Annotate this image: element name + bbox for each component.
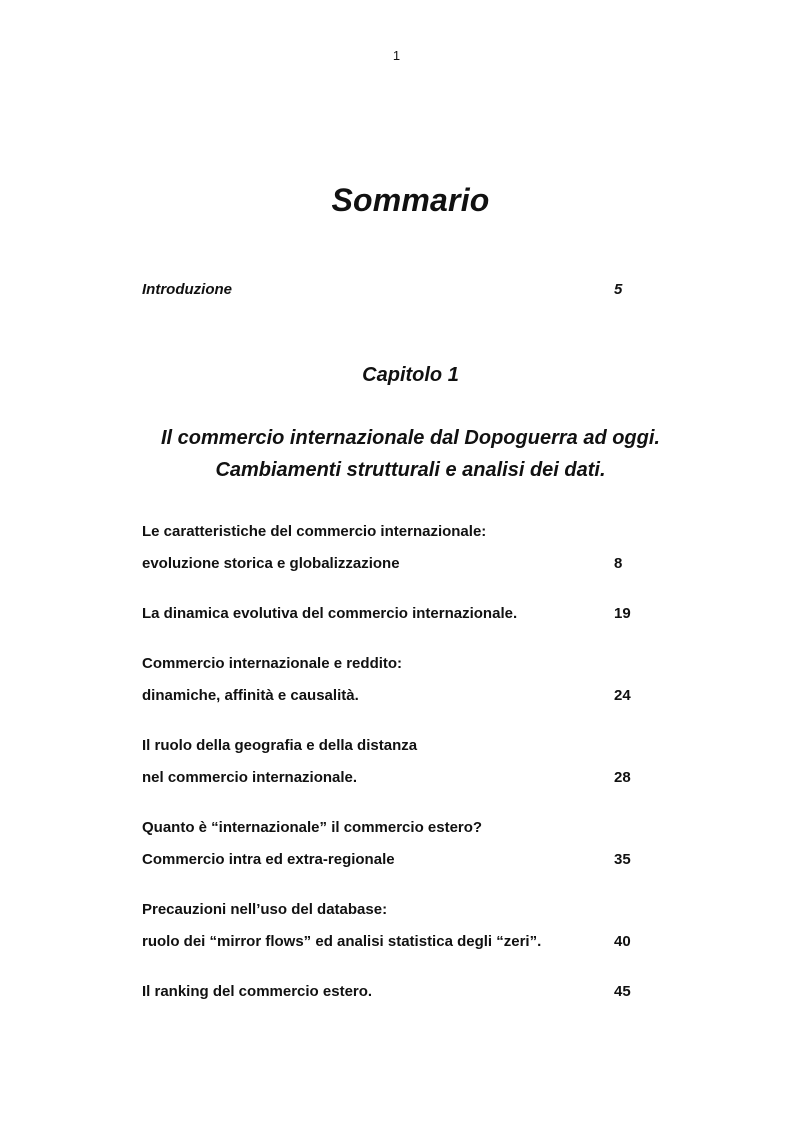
toc-entry-text: Precauzioni nell’uso del database: — [142, 901, 388, 918]
toc-entry — [142, 812, 642, 876]
chapter-title-line: Il commercio internazionale dal Dopoguerra ad oggi. — [161, 427, 660, 449]
toc-entry-text: Quanto è “internazionale” il commercio estero? — [142, 819, 483, 836]
toc-entry-page: 5 — [614, 281, 623, 298]
page-title: Sommario — [331, 182, 490, 218]
toc-entry-text: Il ranking del commercio estero. — [142, 983, 373, 1000]
toc-entry-page: 19 — [614, 605, 631, 622]
toc-entry-label: Introduzione — [142, 281, 232, 298]
toc-entry — [142, 598, 642, 630]
toc-entry-page: 35 — [614, 851, 631, 868]
toc-entry-page: 8 — [614, 555, 623, 572]
toc-entry-text: nel commercio internazionale. — [142, 769, 358, 786]
toc-entry — [142, 516, 642, 580]
toc-entry — [142, 894, 642, 958]
toc-entry-text: La dinamica evolutiva del commercio internazionale. — [142, 605, 518, 622]
toc-entry-page: 24 — [614, 687, 631, 704]
toc-entry-page: 28 — [614, 769, 631, 786]
page-number: 1 — [392, 48, 401, 63]
chapter-title — [0, 422, 793, 486]
toc-entry-introduzione — [142, 274, 642, 306]
toc-entry-text: evoluzione storica e globalizzazione — [142, 555, 400, 572]
toc-entry-text: Le caratteristiche del commercio internazionale: — [142, 523, 487, 540]
toc-entry-text: Il ruolo della geografia e della distanza — [142, 737, 418, 754]
toc-entry-text: ruolo dei “mirror flows” ed analisi statistica degli “zeri”. — [142, 933, 542, 950]
toc-entry-page: 45 — [614, 983, 631, 1000]
toc-entry — [142, 730, 642, 794]
chapter-label: Capitolo 1 — [362, 364, 459, 386]
toc-entry — [142, 976, 642, 1008]
toc-entry-text: Commercio intra ed extra-regionale — [142, 851, 395, 868]
toc-entry-text: dinamiche, affinità e causalità. — [142, 687, 359, 704]
chapter-title-line: Cambiamenti strutturali e analisi dei dati. — [215, 459, 606, 481]
toc-entry-page: 40 — [614, 933, 631, 950]
toc-entry — [142, 648, 642, 712]
toc-entry-text: Commercio internazionale e reddito: — [142, 655, 403, 672]
